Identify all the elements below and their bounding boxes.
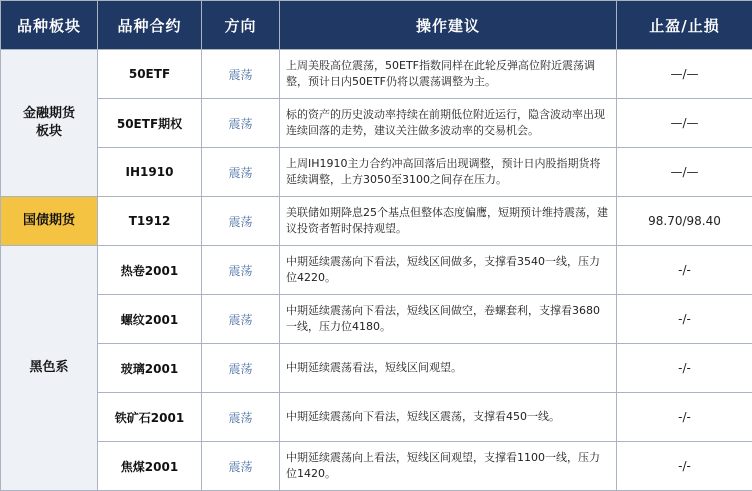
- advice-cell: 中期延续震荡看法，短线区间观望。: [280, 344, 617, 393]
- stop-cell: -/-: [617, 344, 752, 393]
- header-sector: 品种板块: [1, 1, 98, 50]
- advice-cell: 中期延续震荡向下看法，短线区间做空，卷螺套利，支撑看3680一线，压力位4180。: [280, 295, 617, 344]
- advice-cell: 中期延续震荡向下看法，短线区震荡，支撑看450一线。: [280, 393, 617, 442]
- direction-cell: 震荡: [202, 442, 280, 491]
- table-row: [1, 344, 752, 393]
- sector-label-line2: 板块: [36, 124, 62, 139]
- table-row: [1, 295, 752, 344]
- contract-cell: IH1910: [98, 148, 202, 197]
- contract-cell: 螺纹2001: [98, 295, 202, 344]
- contract-cell: 50ETF: [98, 50, 202, 99]
- stop-cell: —/—: [617, 50, 752, 99]
- contract-cell: 玻璃2001: [98, 344, 202, 393]
- header-advice: 操作建议: [280, 1, 617, 50]
- sector-ferrous: 黑色系: [1, 246, 98, 491]
- sector-treasury-futures: 国债期货: [1, 197, 98, 246]
- stop-cell: -/-: [617, 442, 752, 491]
- table-row: [1, 393, 752, 442]
- header-direction: 方向: [202, 1, 280, 50]
- header-row: [1, 1, 752, 50]
- sector-financial-futures: [1, 50, 98, 197]
- direction-cell: 震荡: [202, 50, 280, 99]
- advice-cell: 上周IH1910主力合约冲高回落后出现调整，预计日内股指期货将延续调整，上方3050至3100之间存在压力。: [280, 148, 617, 197]
- stop-cell: -/-: [617, 246, 752, 295]
- table-row: [1, 246, 752, 295]
- sector-label-line1: 金融期货: [23, 106, 75, 121]
- direction-cell: 震荡: [202, 246, 280, 295]
- direction-cell: 震荡: [202, 295, 280, 344]
- contract-cell: 热卷2001: [98, 246, 202, 295]
- stop-cell: -/-: [617, 393, 752, 442]
- stop-cell: 98.70/98.40: [617, 197, 752, 246]
- advice-cell: 中期延续震荡向上看法，短线区间观望，支撑看1100一线，压力位1420。: [280, 442, 617, 491]
- advice-cell: 中期延续震荡向下看法，短线区间做多，支撑看3540一线，压力位4220。: [280, 246, 617, 295]
- direction-cell: 震荡: [202, 99, 280, 148]
- direction-cell: 震荡: [202, 393, 280, 442]
- table-row: [1, 442, 752, 491]
- direction-cell: 震荡: [202, 197, 280, 246]
- advice-cell: 上周美股高位震荡，50ETF指数同样在此轮反弹高位附近震荡调整，预计日内50ETF仍将以震荡调整为主。: [280, 50, 617, 99]
- table-row: [1, 99, 752, 148]
- contract-cell: 焦煤2001: [98, 442, 202, 491]
- stop-cell: -/-: [617, 295, 752, 344]
- advice-cell: 标的资产的历史波动率持续在前期低位附近运行，隐含波动率出现连续回落的走势，建议关注做多波动率的交易机会。: [280, 99, 617, 148]
- table-row: [1, 148, 752, 197]
- direction-cell: 震荡: [202, 344, 280, 393]
- advice-cell: 美联储如期降息25个基点但整体态度偏鹰，短期预计维持震荡，建议投资者暂时保持观望。: [280, 197, 617, 246]
- table-row: [1, 50, 752, 99]
- direction-cell: 震荡: [202, 148, 280, 197]
- header-contract: 品种合约: [98, 1, 202, 50]
- contract-cell: 铁矿石2001: [98, 393, 202, 442]
- table-row: [1, 197, 752, 246]
- stop-cell: —/—: [617, 148, 752, 197]
- contract-cell: T1912: [98, 197, 202, 246]
- contract-cell: 50ETF期权: [98, 99, 202, 148]
- header-stop: 止盈/止损: [617, 1, 752, 50]
- stop-cell: —/—: [617, 99, 752, 148]
